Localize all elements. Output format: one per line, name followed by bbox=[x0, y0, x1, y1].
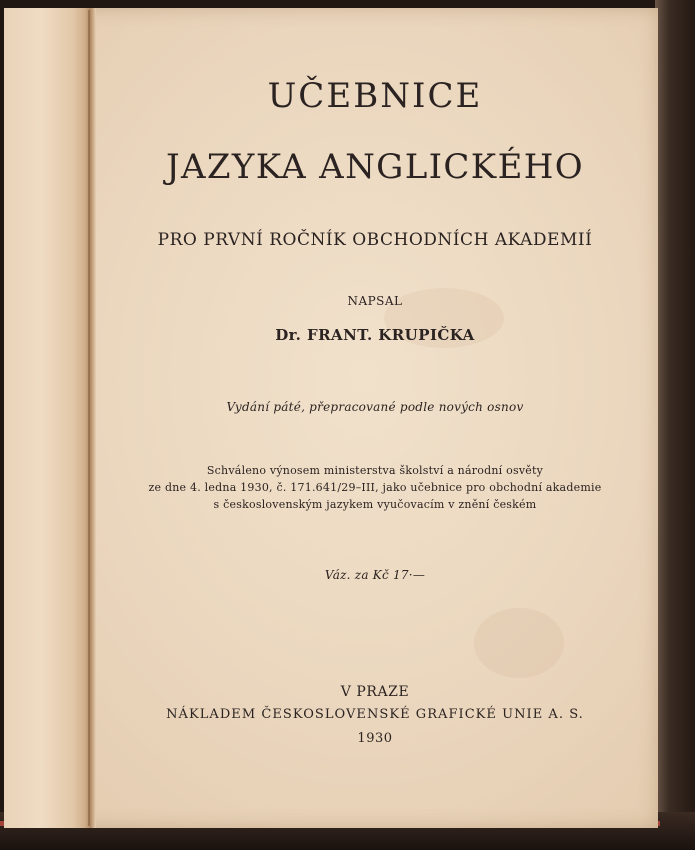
book-cover-edge bbox=[655, 0, 695, 850]
approval-line-3: s československým jazykem vyučovacím v znění českém bbox=[213, 498, 537, 511]
publisher-name: NÁKLADEM ČESKOSLOVENSKÉ GRAFICKÉ UNIE A. S. bbox=[166, 707, 584, 722]
book-title-line-2: JAZYKA ANGLICKÉHO bbox=[166, 147, 584, 187]
book-title-line-1: UČEBNICE bbox=[267, 76, 483, 116]
author-label: NAPSAL bbox=[347, 294, 403, 308]
author-name: Dr. FRANT. KRUPIČKA bbox=[275, 326, 475, 344]
publication-year: 1930 bbox=[357, 731, 393, 746]
edition-note: Vydání páté, přepracované podle nových osnov bbox=[226, 400, 524, 414]
binding-fold bbox=[88, 10, 90, 826]
approval-line-2: ze dne 4. ledna 1930, č. 171.641/29–III, jako učebnice pro obchodní akademie bbox=[148, 481, 602, 494]
book-subtitle: PRO PRVNÍ ROČNÍK OBCHODNÍCH AKADEMIÍ bbox=[157, 230, 593, 250]
price-note: Váz. za Kč 17·— bbox=[324, 568, 426, 582]
title-page-text bbox=[96, 8, 654, 808]
publication-place: V PRAZE bbox=[340, 684, 410, 700]
approval-line-1: Schváleno výnosem ministerstva školství a národní osvěty bbox=[206, 464, 544, 477]
page-gutter bbox=[4, 8, 96, 828]
